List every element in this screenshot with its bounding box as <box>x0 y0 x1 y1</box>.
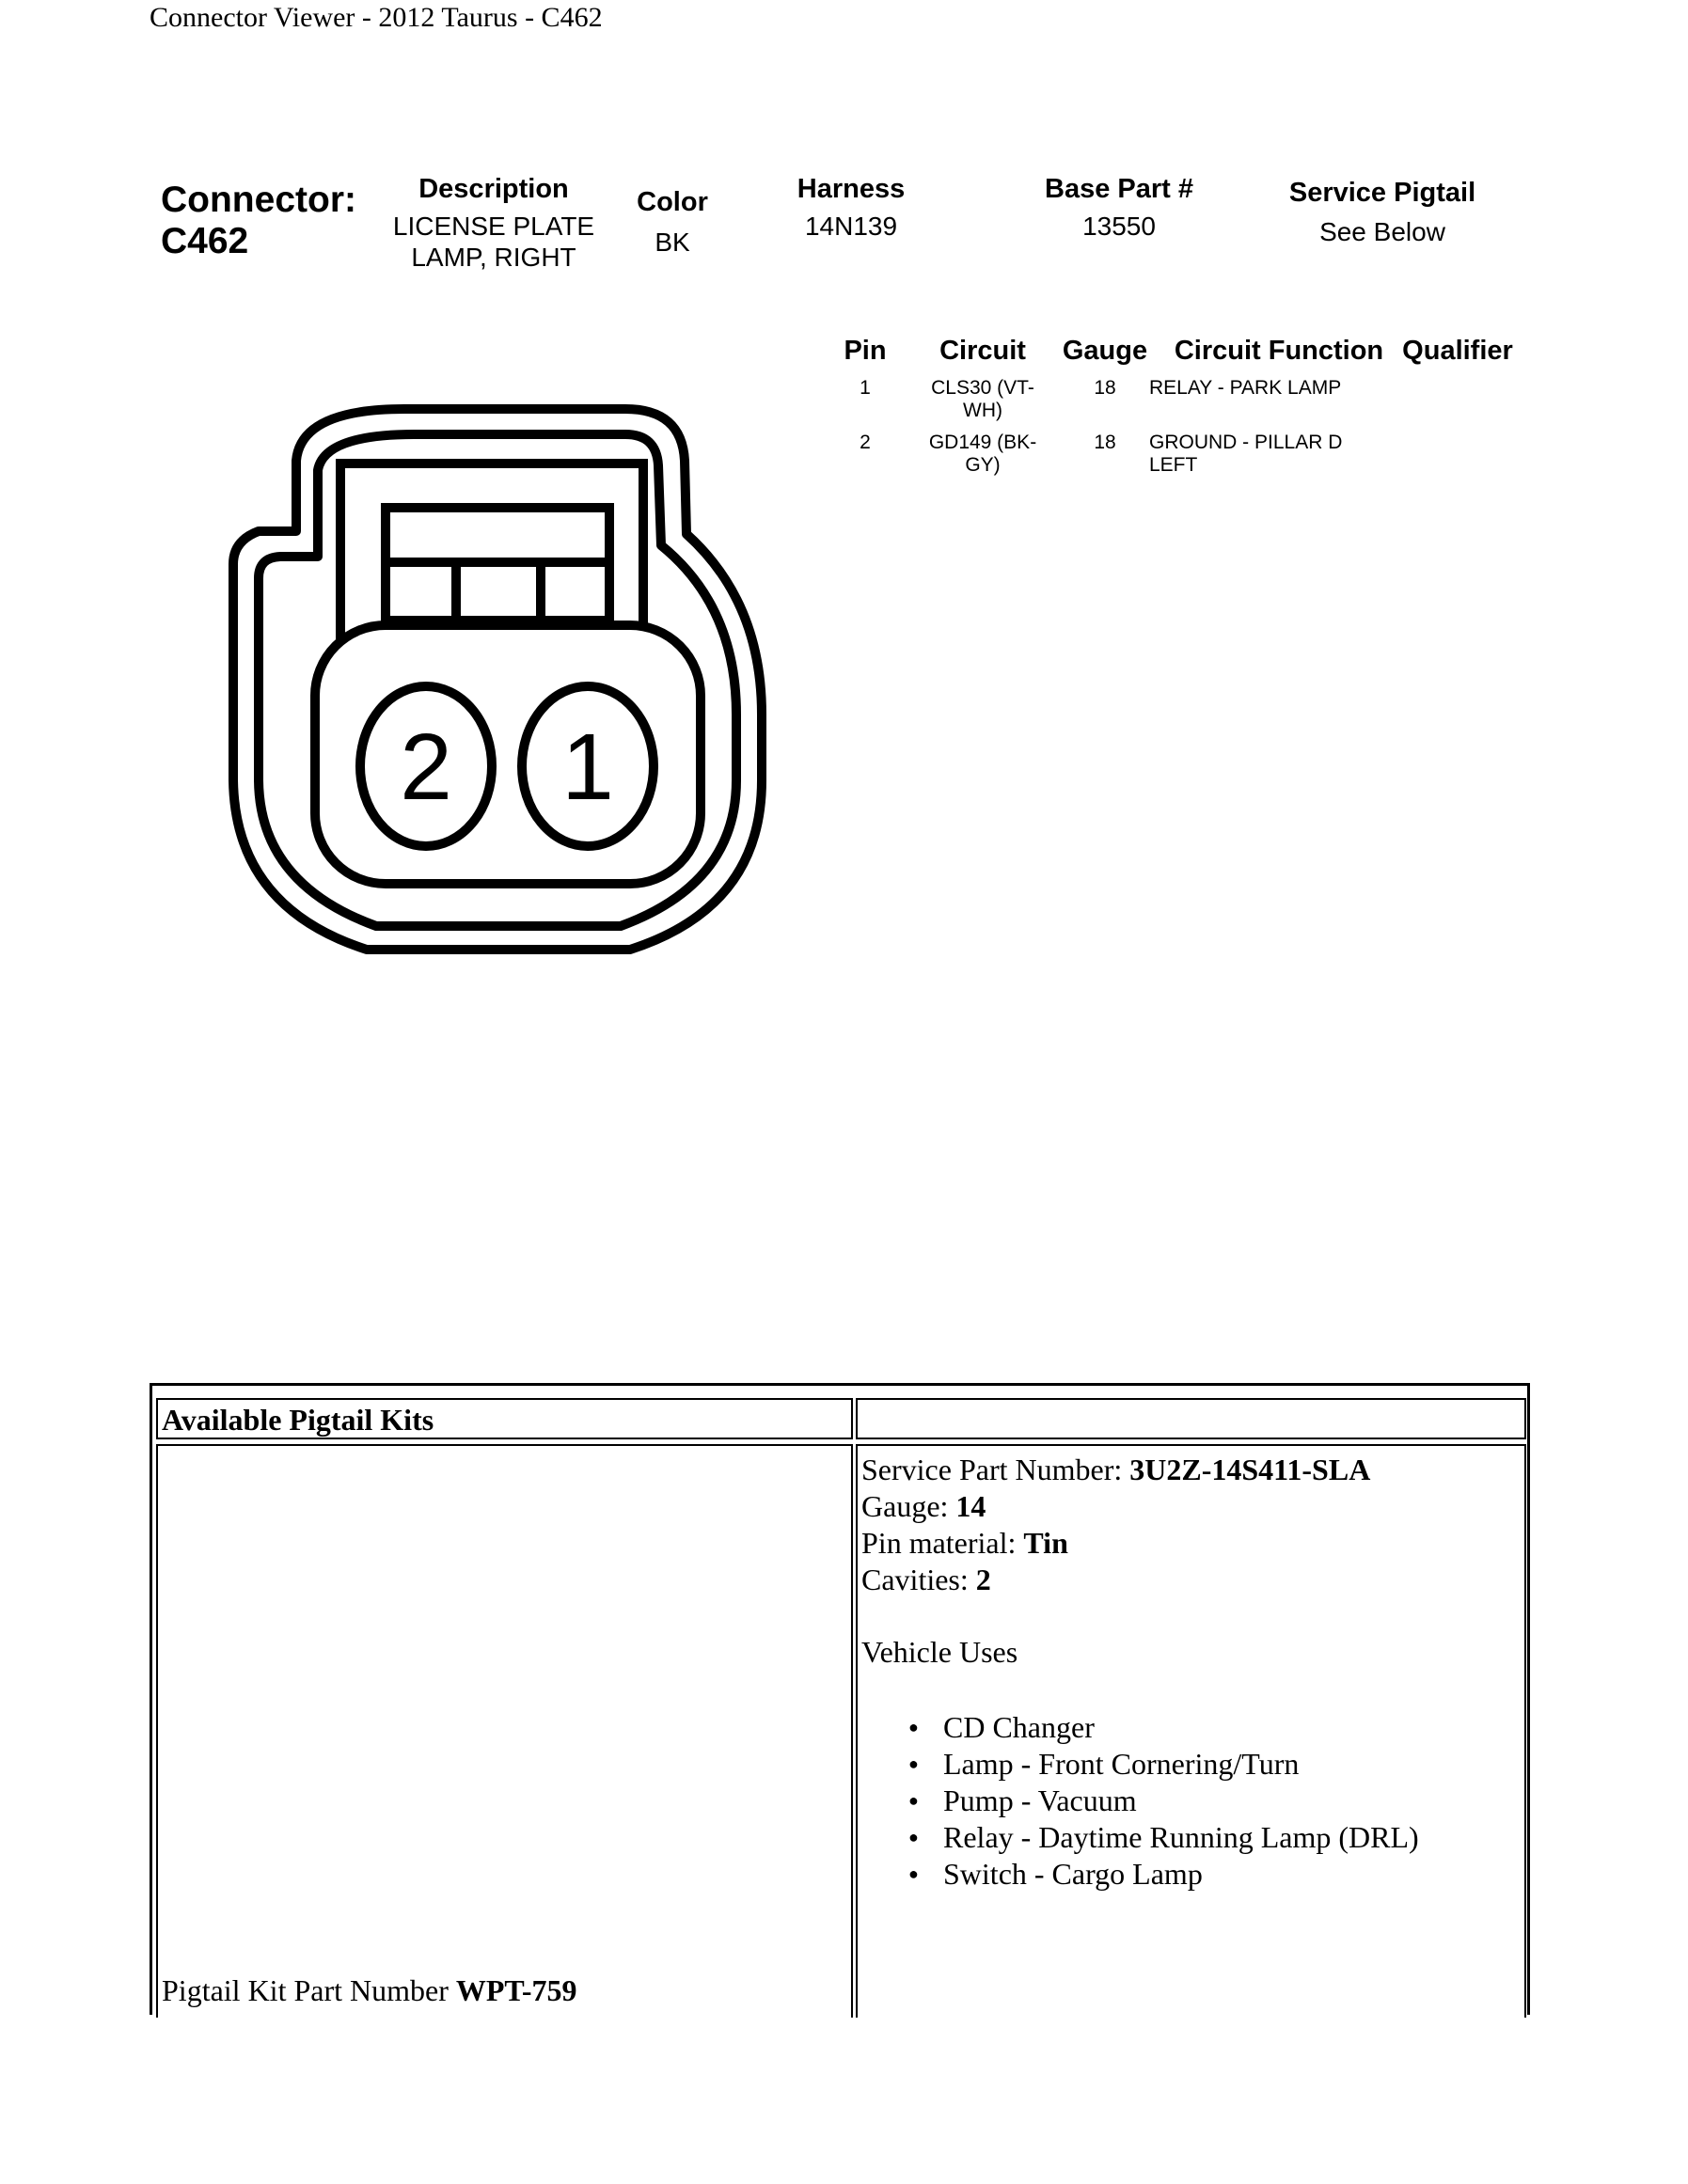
color-value: BK <box>655 228 690 257</box>
gauge-cell: 18 <box>1094 377 1116 399</box>
list-item: ● CD Changer <box>908 1709 1419 1746</box>
cavities-value: 2 <box>975 1563 991 1596</box>
circuit-cell <box>912 377 1053 422</box>
function-cell <box>1149 377 1394 400</box>
circuit-line: GY) <box>965 454 1001 476</box>
list-item: ● Lamp - Front Cornering/Turn <box>908 1746 1419 1783</box>
kit-gauge <box>861 1488 1419 1525</box>
kit-gauge-label: Gauge: <box>861 1489 956 1523</box>
base-part-label: Base Part # <box>1045 174 1193 204</box>
base-part-value: 13550 <box>1082 212 1156 241</box>
service-part-value: 3U2Z-14S411-SLA <box>1129 1453 1371 1486</box>
description-value <box>376 211 611 273</box>
pin-number: 1 <box>860 377 871 399</box>
table-row <box>828 432 1523 482</box>
harness-value: 14N139 <box>804 212 898 241</box>
service-pigtail-value: See Below <box>1319 217 1445 246</box>
kit-part-value: WPT-759 <box>455 1973 577 2007</box>
cavities <box>861 1562 1419 1598</box>
connector-label: Connector: <box>161 180 356 220</box>
list-item: ● Relay - Daytime Running Lamp (DRL) <box>908 1819 1419 1856</box>
pin-number: 2 <box>860 432 871 453</box>
kit-gauge-value: 14 <box>955 1489 986 1523</box>
pin-header: Pin <box>844 336 887 366</box>
kit-right-cell <box>856 1444 1526 2018</box>
function-line: GROUND - PILLAR D <box>1149 432 1343 453</box>
kit-part-number <box>162 1972 576 2009</box>
function-cell <box>1149 432 1394 477</box>
circuit-header: Circuit <box>939 336 1026 366</box>
kit-details <box>861 1452 1419 1893</box>
pin-label-1: 1 <box>561 715 614 820</box>
list-item: ● Switch - Cargo Lamp <box>908 1856 1419 1893</box>
vehicle-uses-list <box>908 1709 1419 1893</box>
connector-face-diagram <box>226 404 790 968</box>
kit-part-label: Pigtail Kit Part Number <box>162 1973 456 2007</box>
table-row <box>828 377 1523 428</box>
cavities-label: Cavities: <box>861 1563 976 1596</box>
pin-material <box>861 1525 1419 1562</box>
pin-table <box>828 336 1523 486</box>
service-part-label: Service Part Number: <box>861 1453 1130 1486</box>
pigtail-kits-table <box>150 1383 1530 2015</box>
service-part-number <box>861 1452 1419 1488</box>
harness-label: Harness <box>797 174 906 204</box>
kits-title: Available Pigtail Kits <box>162 1403 434 1437</box>
circuit-line: WH) <box>963 400 1002 421</box>
pin-material-label: Pin material: <box>861 1526 1024 1560</box>
description-label: Description <box>418 174 569 204</box>
circuit-line: GD149 (BK- <box>928 432 1037 453</box>
qualifier-header: Qualifier <box>1402 336 1513 366</box>
kits-title-cell <box>156 1398 853 1439</box>
circuit-line: CLS30 (VT- <box>931 377 1034 399</box>
gauge-header: Gauge <box>1062 336 1148 366</box>
description-line: LICENSE PLATE <box>392 212 595 241</box>
description-line: LAMP, RIGHT <box>411 243 576 272</box>
kits-title-spacer-cell <box>856 1398 1526 1439</box>
page-title: Connector Viewer - 2012 Taurus - C462 <box>150 2 603 33</box>
pin-material-value: Tin <box>1023 1526 1068 1560</box>
gauge-cell: 18 <box>1094 432 1116 453</box>
pin-label-2: 2 <box>400 715 452 820</box>
function-line: LEFT <box>1149 454 1198 476</box>
service-pigtail-label: Service Pigtail <box>1288 178 1476 208</box>
connector-id: C462 <box>161 221 249 261</box>
circuit-cell <box>912 432 1053 477</box>
color-label: Color <box>637 187 708 217</box>
vehicle-uses-label: Vehicle Uses <box>861 1635 1018 1669</box>
circuit-function-header: Circuit Function <box>1174 336 1384 366</box>
kit-left-cell <box>156 1444 853 2018</box>
list-item: ● Pump - Vacuum <box>908 1783 1419 1819</box>
function-line: RELAY - PARK LAMP <box>1149 377 1342 399</box>
